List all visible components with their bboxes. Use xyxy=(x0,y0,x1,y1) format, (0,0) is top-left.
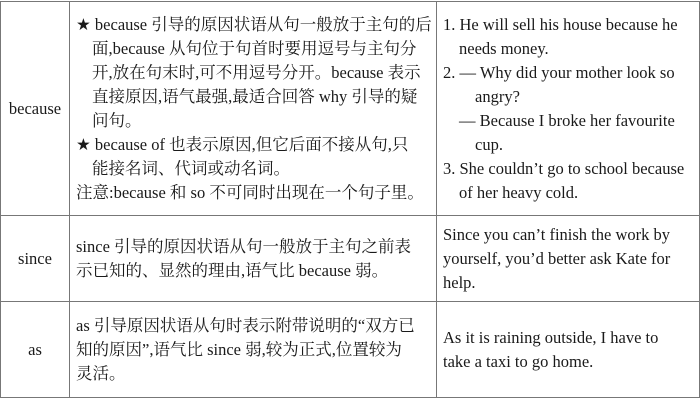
explanation-line: 知的原因”,语气比 since 弱,较为正式,位置较为 xyxy=(76,339,402,359)
example-line: 1. He will sell his house because he xyxy=(443,14,678,34)
conjunction-table xyxy=(0,1,700,398)
example-line: of her heavy cold. xyxy=(459,182,579,202)
explanation-line: 示已知的、显然的理由,语气比 because 弱。 xyxy=(76,260,389,280)
explanation-cell xyxy=(70,2,437,216)
explanation-line: 能接名词、代词或动名词。 xyxy=(92,158,290,178)
explanation-line: as 引导原因状语从句时表示附带说明的“双方已 xyxy=(76,315,415,335)
explanation-line: 直接原因,语气最强,最适合回答 why 引导的疑 xyxy=(92,86,418,106)
example-line: needs money. xyxy=(459,38,549,58)
example-cell xyxy=(437,216,700,302)
term-cell: because xyxy=(1,2,70,216)
explanation-line: since 引导的原因状语从句一般放于主句之前表 xyxy=(76,236,412,256)
explanation-line: 开,放在句末时,可不用逗号分开。because 表示 xyxy=(92,62,421,82)
example-line: — Because I broke her favourite xyxy=(459,110,675,130)
example-line: 2. — Why did your mother look so xyxy=(443,62,675,82)
example-line: help. xyxy=(443,272,476,292)
explanation-cell xyxy=(70,216,437,302)
table-row-because xyxy=(1,2,700,216)
explanation-line: ★ because of 也表示原因,但它后面不接从句,只 xyxy=(76,134,409,154)
example-line: As it is raining outside, I have to xyxy=(443,327,659,347)
term-cell: since xyxy=(1,216,70,302)
example-line: cup. xyxy=(475,134,503,154)
explanation-line: ★ because 引导的原因状语从句一般放于主句的后 xyxy=(76,14,432,34)
table-row-since xyxy=(1,216,700,302)
example-line: 3. She couldn’t go to school because xyxy=(443,158,685,178)
example-line: angry? xyxy=(475,86,520,106)
example-cell xyxy=(437,302,700,398)
explanation-line: 面,because 从句位于句首时要用逗号与主句分 xyxy=(92,38,417,58)
table-row-as xyxy=(1,302,700,398)
term-cell: as xyxy=(1,302,70,398)
explanation-line: 灵活。 xyxy=(76,363,126,383)
explanation-line: 问句。 xyxy=(92,110,142,130)
example-cell xyxy=(437,2,700,216)
example-line: yourself, you’d better ask Kate for xyxy=(443,248,671,268)
note-line: 注意:because 和 so 不可同时出现在一个句子里。 xyxy=(76,182,424,202)
explanation-cell xyxy=(70,302,437,398)
example-line: take a taxi to go home. xyxy=(443,351,594,371)
example-line: Since you can’t finish the work by xyxy=(443,224,670,244)
